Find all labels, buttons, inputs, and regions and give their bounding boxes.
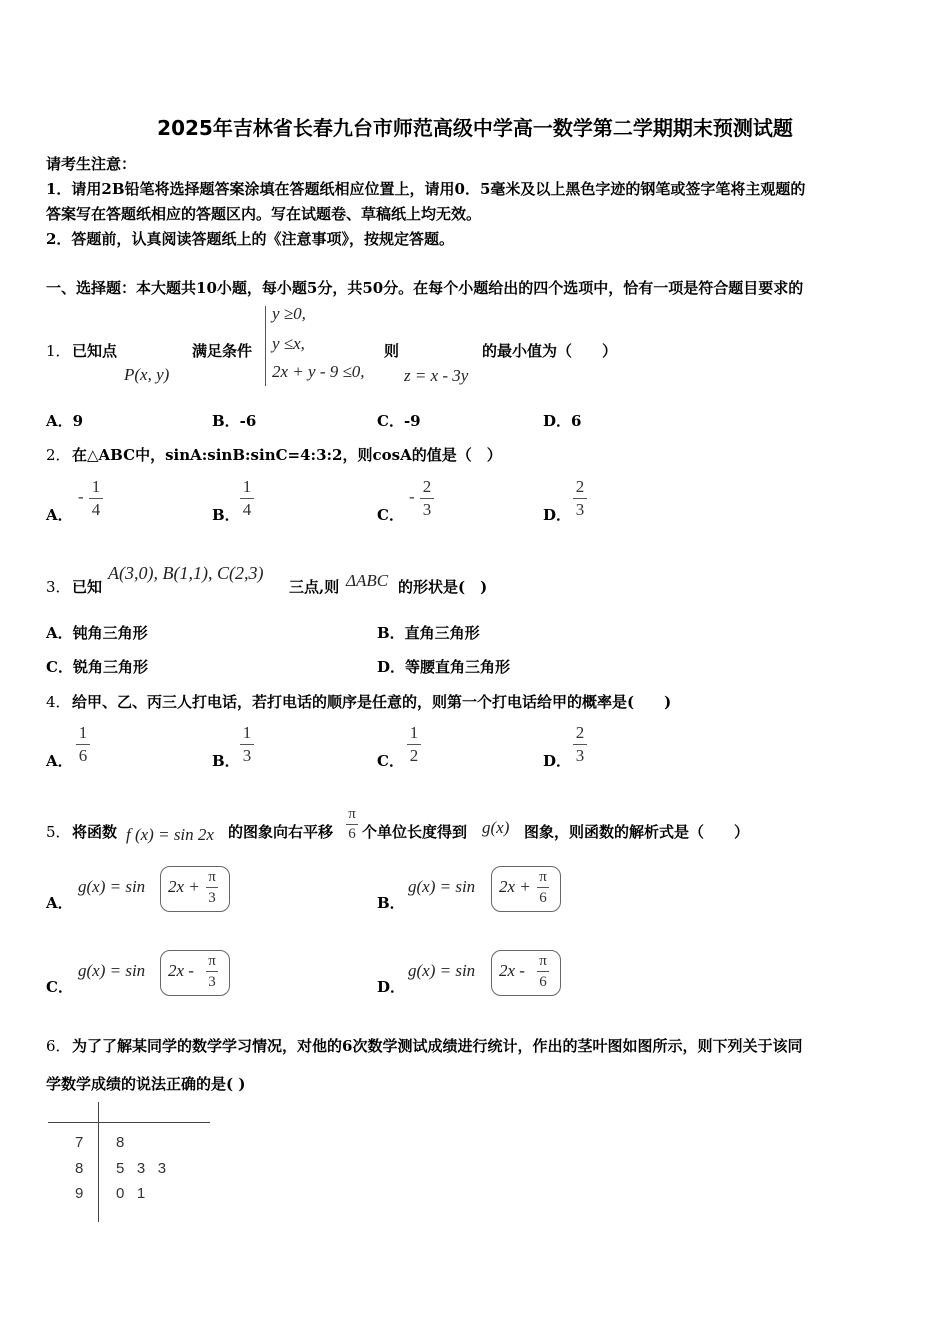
q2-option-b-label[interactable]: B． [212,506,240,524]
q4-option-b-numerator: 1 [242,723,252,742]
q2-text: 在△ABC中，sinA:sinB:sinC=4:3:2，则cosA的值是（ ） [72,446,502,464]
q2-option-c-sign: - [409,487,415,506]
stem-8: 8 [75,1160,84,1177]
stem-9: 9 [75,1185,84,1202]
q1-option-a[interactable]: A．9 [46,412,84,430]
leaves-7: 8 [116,1134,125,1151]
q1-number: 1． [46,342,71,360]
q2-option-c-numerator: 2 [422,477,432,496]
q2-option-c-label[interactable]: C． [377,506,404,524]
q5-option-a-fraction [206,868,218,907]
q4-option-a-denominator: 6 [78,746,88,765]
q4-option-b-label[interactable]: B． [212,752,240,770]
q5-option-d-lhs: g(x) = sin [408,961,476,980]
q1-objective: z = x - 3y [404,366,469,385]
q5-option-b-lhs: g(x) = sin [408,877,476,896]
q2-option-c-fraction[interactable] [420,477,434,520]
q5-option-d-label[interactable]: D． [377,978,406,996]
q4-number: 4． [46,693,71,711]
q3-number: 3． [46,578,71,596]
q5-text-2: 的图象向右平移 [228,823,334,841]
q1-cond-2: y ≤x, [272,334,305,353]
q5-text-1: 将函数 [72,823,118,841]
q4-option-c-numerator: 1 [409,723,419,742]
q4-option-a-numerator: 1 [78,723,88,742]
q3-text-3: 的形状是( ) [398,578,488,596]
q2-option-c-denominator: 3 [422,500,432,519]
q1-option-c[interactable]: C．-9 [377,412,421,430]
q2-option-a-sign: - [78,487,84,506]
q5-option-c-numerator: π [208,953,216,969]
q2-option-d-numerator: 2 [575,477,585,496]
q3-option-a[interactable]: A．钝角三角形 [46,624,148,642]
q3-triangle: ΔABC [346,571,389,590]
q5-option-a-denominator: 3 [208,890,216,906]
q5-option-b-inner: 2x + [499,877,531,896]
q4-option-a-label[interactable]: A． [46,752,73,770]
q5-g-symbol: g(x) [482,818,510,837]
q1-cond-1: y ≥0, [272,304,306,323]
q5-option-a-label[interactable]: A． [46,894,73,912]
q5-option-c-lhs: g(x) = sin [78,961,146,980]
q2-option-d-label[interactable]: D． [543,506,572,524]
stem-7: 7 [75,1134,84,1151]
q5-option-c-denominator: 3 [208,974,216,990]
q4-option-d-numerator: 2 [575,723,585,742]
q2-option-a-label[interactable]: A． [46,506,73,524]
q2-option-d-denominator: 3 [575,500,585,519]
q2-option-b-denominator: 4 [242,500,252,519]
q4-option-b-denominator: 3 [242,746,252,765]
q5-option-a-lhs: g(x) = sin [78,877,146,896]
q1-brace [265,306,266,386]
q5-option-a-inner: 2x + [168,877,200,896]
q5-number: 5． [46,823,71,841]
q1-point: P(x, y) [124,365,170,384]
q5-option-d-denominator: 6 [539,974,547,990]
q5-shift-denominator: 6 [348,826,356,842]
q5-option-b-fraction [537,868,549,907]
q4-option-c-denominator: 2 [409,746,419,765]
q6-text-line-2: 学数学成绩的说法正确的是( ) [46,1075,246,1093]
q5-option-c-label[interactable]: C． [46,978,73,996]
notice-line-2: 2．答题前，认真阅读答题纸上的《注意事项》，按规定答题。 [46,230,454,248]
q4-option-d-denominator: 3 [575,746,585,765]
notice-line-1b: 答案写在答题纸相应的答题区内。写在试题卷、草稿纸上均无效。 [46,205,482,223]
q4-option-d-fraction[interactable] [573,723,587,766]
q2-option-b-numerator: 1 [242,477,252,496]
stem-leaf-horizontal-line [48,1122,210,1123]
q4-option-b-fraction[interactable] [240,723,254,766]
page-title: 2025年吉林省长春九台市师范高级中学高一数学第二学期期末预测试题 [157,116,793,140]
q2-option-a-denominator: 4 [91,500,101,519]
notice-heading: 请考生注意： [46,155,137,173]
q2-number: 2． [46,446,71,464]
q4-text: 给甲、乙、丙三人打电话，若打电话的顺序是任意的，则第一个打电话给甲的概率是( ) [72,693,672,711]
q5-option-b-numerator: π [539,869,547,885]
q5-text-3: 个单位长度得到 [362,823,468,841]
q1-option-d[interactable]: D．6 [543,412,582,430]
q5-option-d-fraction [537,952,549,991]
q5-function: f (x) = sin 2x [126,825,214,844]
q1-text-1: 已知点 [72,342,118,360]
q1-option-b[interactable]: B．-6 [212,412,257,430]
q4-option-a-fraction[interactable] [76,723,90,766]
q1-cond-3: 2x + y - 9 ≤0, [272,362,365,381]
q1-text-2: 满足条件 [192,342,253,360]
q5-option-d-numerator: π [539,953,547,969]
q5-option-d-inner: 2x - [499,961,525,980]
q3-option-d[interactable]: D．等腰直角三角形 [377,658,511,676]
q2-option-d-fraction[interactable] [573,477,587,520]
notice-line-1a: 1．请用2B铅笔将选择题答案涂填在答题纸相应位置上，请用0．5毫米及以上黑色字迹的钢笔或签字笔将主观题的 [46,180,806,198]
q4-option-c-fraction[interactable] [407,723,421,766]
q3-points: A(3,0), B(1,1), C(2,3) [108,563,264,583]
q4-option-d-label[interactable]: D． [543,752,572,770]
q3-option-b[interactable]: B．直角三角形 [377,624,480,642]
q2-option-b-fraction[interactable] [240,477,254,520]
section-1-heading: 一、选择题：本大题共10小题，每小题5分，共50分。在每个小题给出的四个选项中，恰有一项是符合题目要求的 [46,279,804,297]
q4-option-c-label[interactable]: C． [377,752,404,770]
q1-text-3: 则 [384,342,400,360]
leaves-9: 0 1 [116,1185,146,1202]
q3-text-1: 已知 [72,578,103,596]
q5-option-b-denominator: 6 [539,890,547,906]
q5-option-b-label[interactable]: B． [377,894,405,912]
q2-option-a-numerator: 1 [91,477,101,496]
q6-text-line-1: 为了了解某同学的数学学习情况，对他的6次数学测试成绩进行统计，作出的茎叶图如图所示，则下列关于该同 [72,1037,803,1055]
q5-option-a-numerator: π [208,869,216,885]
q3-option-c[interactable]: C．锐角三角形 [46,658,148,676]
q2-option-a-fraction[interactable] [89,477,103,520]
stem-leaf-vertical-line [98,1102,99,1222]
q5-text-4: 图象，则函数的解析式是（ ） [524,823,750,841]
q5-shift-fraction [346,806,358,843]
leaves-8: 5 3 3 [116,1160,167,1177]
q5-shift-numerator: π [348,806,356,822]
q3-text-2: 三点,则 [289,578,340,596]
q1-text-4: 的最小值为（ ） [482,342,618,360]
q5-option-c-inner: 2x - [168,961,194,980]
q6-number: 6． [46,1037,71,1055]
q5-option-c-fraction [206,952,218,991]
